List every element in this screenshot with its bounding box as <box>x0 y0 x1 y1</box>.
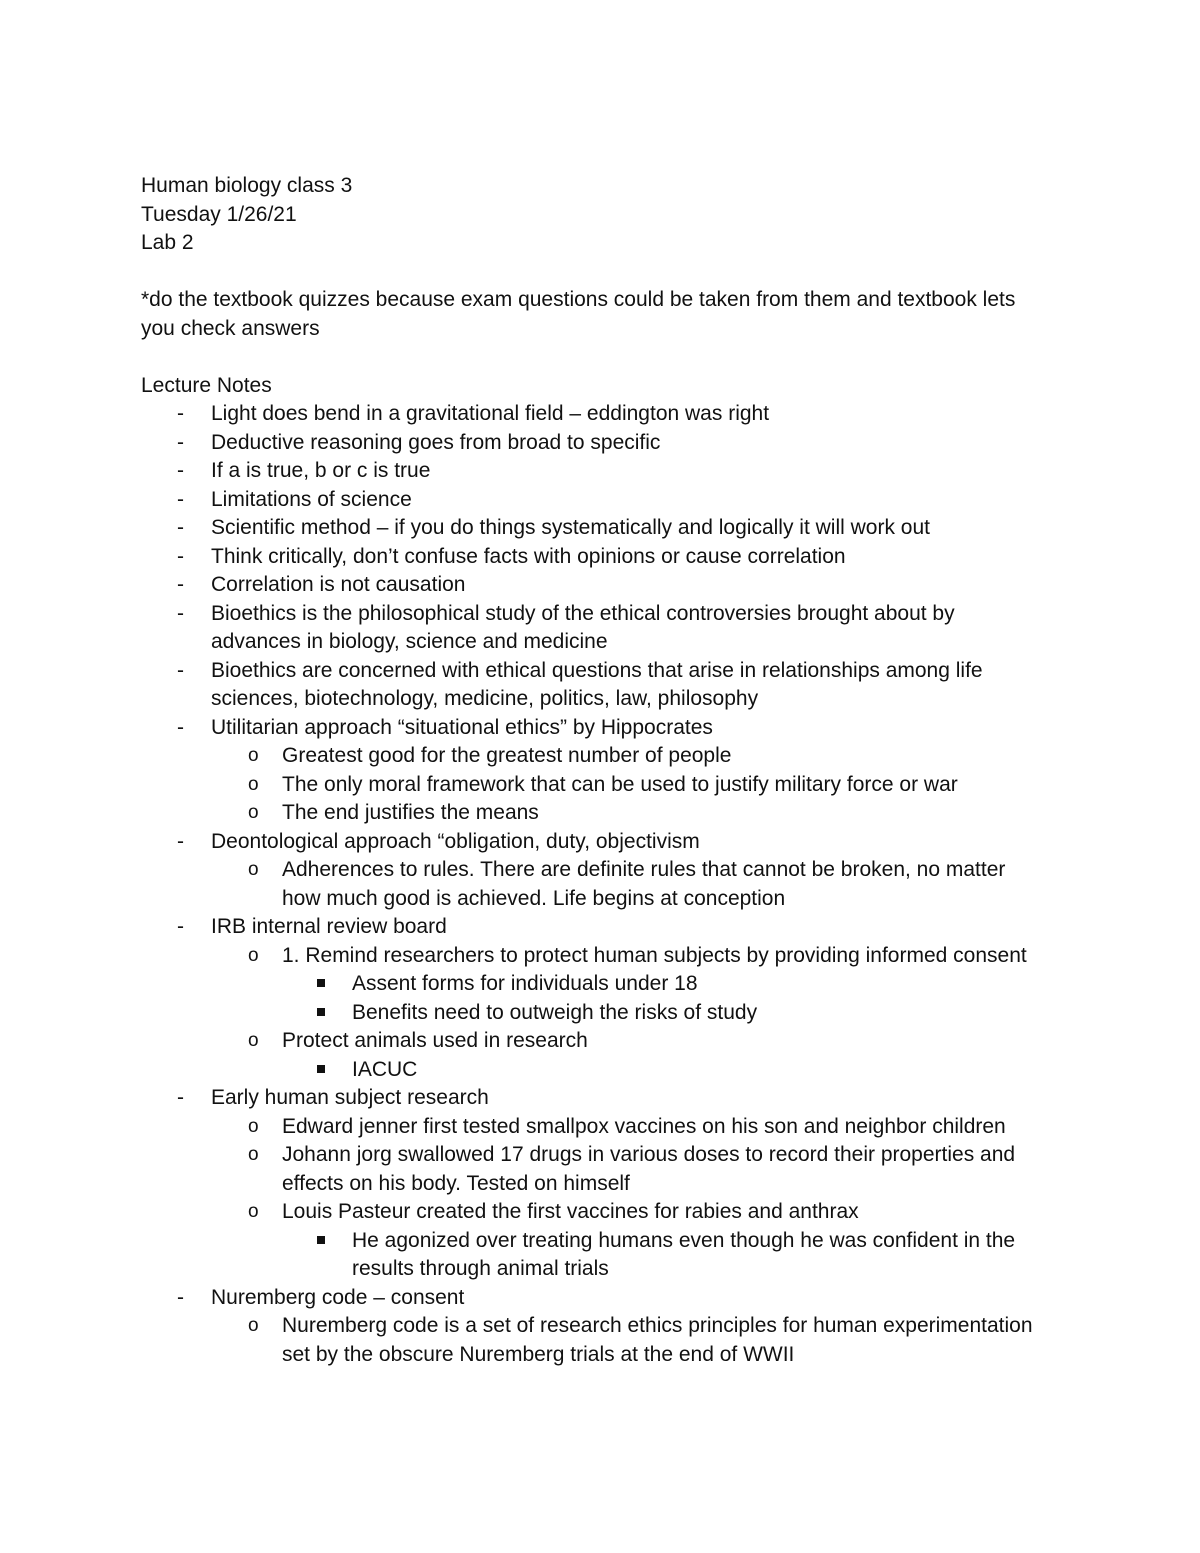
dash-bullet: - <box>177 1086 184 1109</box>
list-item-text: Nuremberg code – consent <box>211 1285 465 1309</box>
dash-bullet: - <box>177 829 184 853</box>
list-item <box>141 571 1071 600</box>
dash-bullet: - <box>177 430 184 454</box>
circle-bullet: o <box>248 1315 259 1336</box>
dash-bullet: - <box>177 658 184 682</box>
list-item-text-continued: advances in biology, science and medicine <box>211 630 608 653</box>
dash-bullet: - <box>177 487 184 511</box>
list-item-text: Protect animals used in research <box>282 1029 588 1052</box>
list-item <box>141 714 1071 743</box>
circle-bullet: o <box>248 1144 259 1165</box>
circle-bullet: o <box>248 745 259 766</box>
list-item-text: Deductive reasoning goes from broad to specific <box>211 430 661 454</box>
sub-list-item <box>141 799 1071 828</box>
spacer <box>141 258 1071 287</box>
list-item-text: Utilitarian approach “situational ethics” by Hippocrates <box>211 715 713 739</box>
spacer <box>141 343 1071 372</box>
list-item-text: Edward jenner first tested smallpox vaccines on his son and neighbor children <box>282 1114 1006 1138</box>
dash-bullet: - <box>177 544 184 568</box>
circle-bullet: o <box>248 859 259 880</box>
doc-title: Human biology class 3 <box>141 174 353 197</box>
list-item-text: Light does bend in a gravitational field – eddington was right <box>211 402 770 425</box>
circle-bullet: o <box>248 802 259 823</box>
lecture-notes-list <box>141 400 1071 1369</box>
sub-list-item <box>141 1027 1071 1056</box>
circle-bullet: o <box>248 1115 259 1137</box>
list-item-text-continued: effects on his body. Tested on himself <box>282 1171 630 1195</box>
list-item-text: Assent forms for individuals under 18 <box>352 972 698 995</box>
sub-list-item <box>141 1141 1071 1198</box>
sub-sub-list-item <box>141 970 1071 999</box>
sub-list-item <box>141 1198 1071 1227</box>
list-item-text: Greatest good for the greatest number of people <box>282 744 732 767</box>
square-bullet-icon <box>317 1227 325 1256</box>
list-item <box>141 657 1071 714</box>
list-item-text: If a is true, b or c is true <box>211 459 431 482</box>
list-item-text: IRB internal review board <box>211 915 447 938</box>
list-item-text: The end justifies the means <box>282 801 539 824</box>
dash-bullet: - <box>177 915 184 938</box>
section-heading: Lecture Notes <box>141 373 272 397</box>
sub-list-item <box>141 771 1071 800</box>
list-item-text-continued: how much good is achieved. Life begins at conception <box>282 886 786 910</box>
list-item-text: The only moral framework that can be used to justify military force or war <box>282 772 958 796</box>
list-item-text: Correlation is not causation <box>211 573 466 596</box>
circle-bullet: o <box>248 1201 259 1222</box>
list-item <box>141 486 1071 515</box>
list-item-text: 1. Remind researchers to protect human subjects by providing informed consent <box>282 943 1027 967</box>
sub-list-item <box>141 856 1071 913</box>
list-item <box>141 400 1071 429</box>
dash-bullet: - <box>177 601 184 625</box>
quiz-note-line-2: you check answers <box>141 316 320 340</box>
square-bullet-icon <box>317 970 325 999</box>
sub-sub-list-item <box>141 999 1071 1028</box>
sub-list-item <box>141 742 1071 771</box>
dash-bullet: - <box>177 573 184 596</box>
square-bullet-icon <box>317 1056 325 1085</box>
list-item-text: Scientific method – if you do things systematically and logically it will work out <box>211 516 930 539</box>
list-item-text: Johann jorg swallowed 17 drugs in various doses to record their properties and <box>282 1143 1016 1166</box>
square-bullet-icon <box>317 999 325 1028</box>
list-item <box>141 543 1071 572</box>
list-item <box>141 514 1071 543</box>
list-item-text: IACUC <box>352 1057 418 1081</box>
list-item <box>141 1084 1071 1113</box>
list-item-text: Benefits need to outweigh the risks of study <box>352 1000 758 1024</box>
circle-bullet: o <box>248 1030 259 1051</box>
notes-body <box>141 172 1071 1369</box>
sub-sub-list-item <box>141 1056 1071 1085</box>
doc-date: Tuesday 1/26/21 <box>141 202 297 226</box>
sub-list-item <box>141 1113 1071 1142</box>
quiz-note-line-1: *do the textbook quizzes because exam questions could be taken from them and textbook lets <box>141 288 1016 311</box>
list-item <box>141 913 1071 942</box>
list-item-text: Think critically, don’t confuse facts with opinions or cause correlation <box>211 544 846 568</box>
dash-bullet: - <box>177 1285 184 1309</box>
list-item <box>141 1284 1071 1313</box>
list-item-text: Adherences to rules. There are definite rules that cannot be broken, no matter <box>282 858 1006 881</box>
list-item-text: Bioethics are concerned with ethical questions that arise in relationships among life <box>211 658 983 682</box>
list-item <box>141 429 1071 458</box>
list-item-text: Bioethics is the philosophical study of the ethical controversies brought about by <box>211 601 955 625</box>
list-item <box>141 828 1071 857</box>
list-item-text: Nuremberg code is a set of research ethics principles for human experimentation <box>282 1314 1033 1337</box>
list-item <box>141 600 1071 657</box>
dash-bullet: - <box>177 459 184 482</box>
list-item-text: Early human subject research <box>211 1086 489 1109</box>
dash-bullet: - <box>177 402 184 425</box>
doc-lab: Lab 2 <box>141 231 194 254</box>
list-item-text-continued: sciences, biotechnology, medicine, politics, law, philosophy <box>211 687 759 710</box>
list-item-text: Deontological approach “obligation, duty, objectivism <box>211 829 700 853</box>
list-item-text: He agonized over treating humans even though he was confident in the <box>352 1228 1016 1252</box>
circle-bullet: o <box>248 773 259 795</box>
list-item-text: Limitations of science <box>211 487 412 511</box>
dash-bullet: - <box>177 516 184 539</box>
sub-list-item <box>141 1312 1071 1369</box>
sub-list-item <box>141 942 1071 971</box>
dash-bullet: - <box>177 715 184 739</box>
circle-bullet: o <box>248 944 259 966</box>
list-item-text-continued: results through animal trials <box>352 1257 609 1280</box>
list-item-text-continued: set by the obscure Nuremberg trials at the end of WWII <box>282 1342 795 1366</box>
sub-sub-list-item <box>141 1227 1071 1284</box>
list-item <box>141 457 1071 486</box>
list-item-text: Louis Pasteur created the first vaccines for rabies and anthrax <box>282 1200 859 1223</box>
